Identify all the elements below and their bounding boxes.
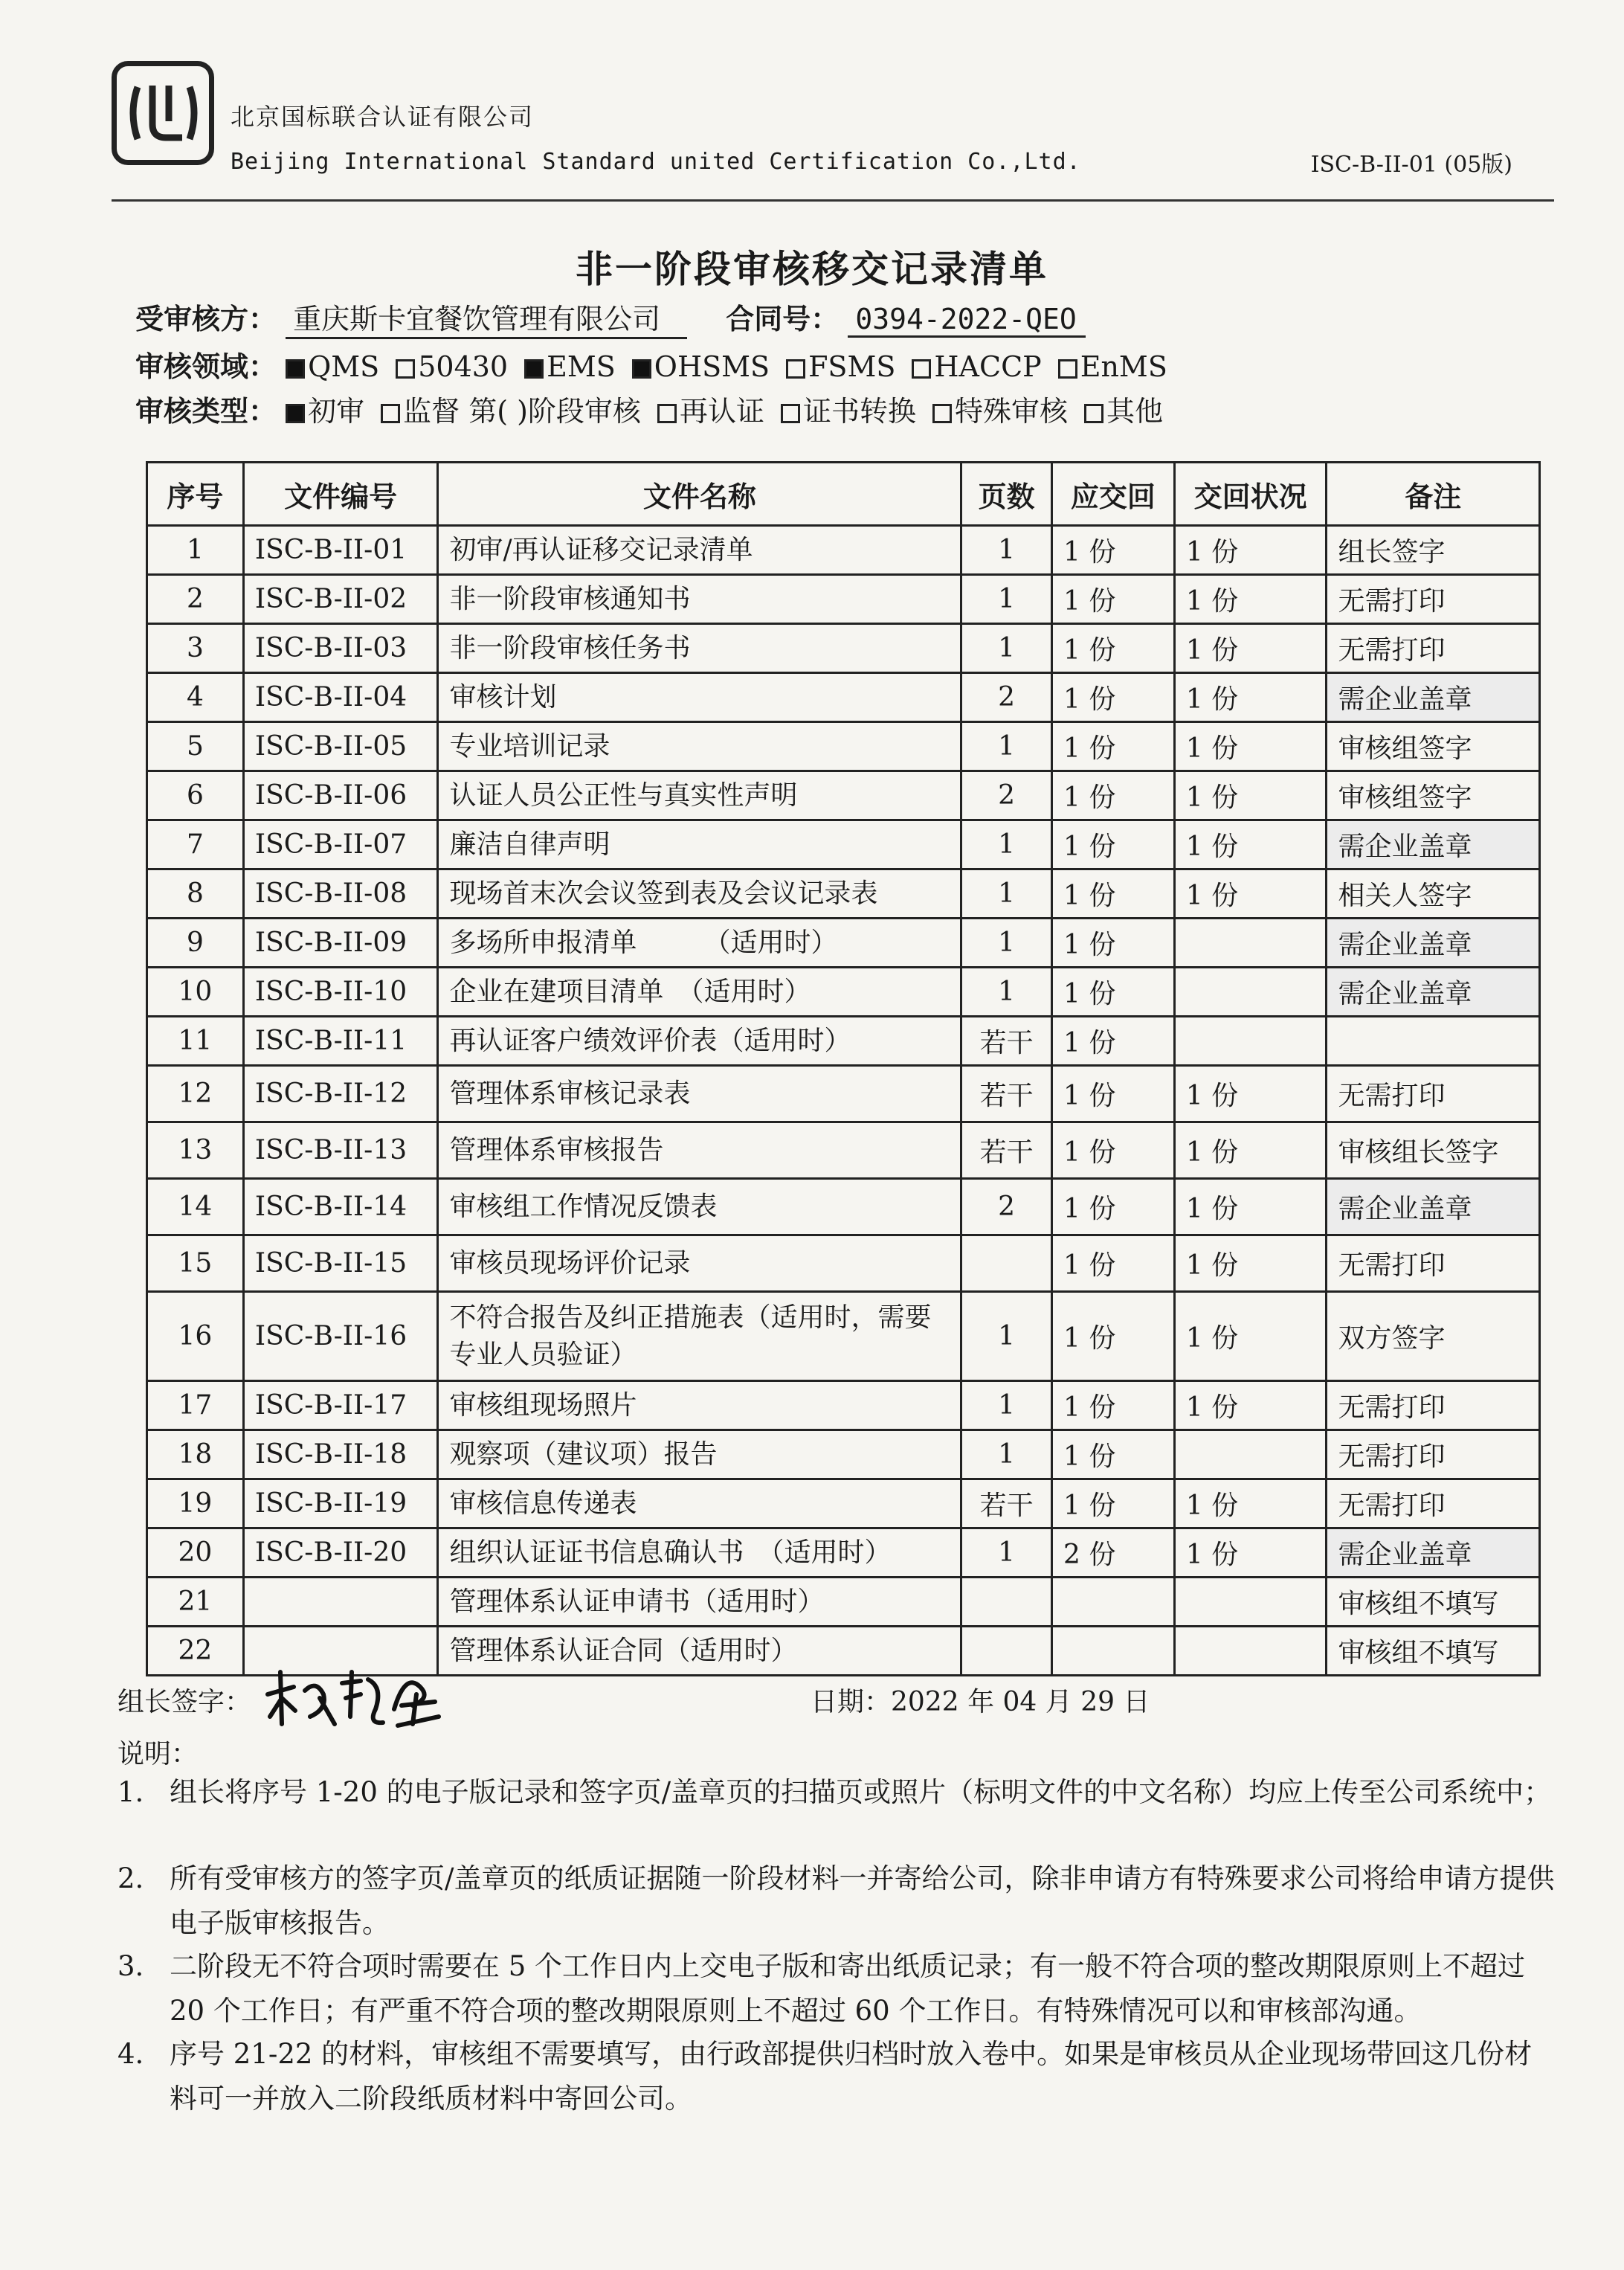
cell-returned (1174, 919, 1327, 968)
handwritten-signature (264, 1665, 442, 1734)
cell-file-name: 不符合报告及纠正措施表（适用时，需要专业人员验证） (438, 1292, 961, 1381)
note-item (117, 1770, 1556, 1815)
contract-value: 0394-2022-QEO (848, 303, 1086, 338)
cell-seq: 5 (147, 722, 244, 771)
cell-remark: 审核组长签字 (1327, 1122, 1540, 1179)
cell-returned: 1 份 (1174, 673, 1327, 722)
header-file-code: 文件编号 (243, 463, 438, 526)
unchecked-box-icon (1058, 359, 1077, 379)
cell-returned: 1 份 (1174, 1479, 1327, 1528)
cell-file-name: 非一阶段审核任务书 (438, 624, 961, 673)
auditee-value: 重庆斯卡宜餐饮管理有限公司 (286, 296, 687, 339)
cell-returned: 1 份 (1174, 624, 1327, 673)
cell-remark: 无需打印 (1327, 1066, 1540, 1122)
audit-field-option-label: QMS (308, 350, 380, 383)
cell-file-name: 非一阶段审核通知书 (438, 575, 961, 624)
unchecked-box-icon (396, 359, 415, 379)
cell-file-name: 审核员现场评价记录 (438, 1235, 961, 1292)
cell-remark: 无需打印 (1327, 624, 1540, 673)
cell-file-code: ISC-B-II-09 (243, 919, 438, 968)
date-line (811, 1681, 1150, 1719)
cell-remark: 无需打印 (1327, 1430, 1540, 1479)
audit-field-option (286, 350, 379, 383)
cell-due: 1 份 (1052, 722, 1175, 771)
checked-box-icon (286, 359, 305, 379)
cell-file-name: 认证人员公正性与真实性声明 (438, 771, 961, 820)
cell-seq: 10 (147, 968, 244, 1017)
header-returned: 交回状况 (1174, 463, 1327, 526)
cell-file-name: 审核组工作情况反馈表 (438, 1179, 961, 1235)
table-row (147, 722, 1540, 771)
cell-pages: 1 (961, 919, 1052, 968)
cell-pages: 1 (961, 1292, 1052, 1381)
unchecked-box-icon (1084, 404, 1103, 423)
cell-pages (961, 1235, 1052, 1292)
note-item (117, 1856, 1556, 1946)
cell-returned: 1 份 (1174, 1066, 1327, 1122)
header-remark: 备注 (1327, 463, 1540, 526)
cell-seq: 13 (147, 1122, 244, 1179)
cell-file-code: ISC-B-II-15 (243, 1235, 438, 1292)
cell-pages (961, 1578, 1052, 1627)
cell-seq: 12 (147, 1066, 244, 1122)
cell-file-code: ISC-B-II-04 (243, 673, 438, 722)
cell-remark: 审核组不填写 (1327, 1627, 1540, 1676)
cell-file-code: ISC-B-II-12 (243, 1066, 438, 1122)
audit-type-option-label: 证书转换 (802, 395, 916, 428)
cell-file-code: ISC-B-II-18 (243, 1430, 438, 1479)
company-name-cn: 北京国标联合认证有限公司 (231, 103, 535, 131)
cell-due: 1 份 (1052, 771, 1175, 820)
cell-remark: 组长签字 (1327, 526, 1540, 575)
table-row (147, 575, 1540, 624)
auditee-label: 受审核方： (135, 302, 277, 335)
audit-type-line (135, 388, 1179, 429)
audit-type-option (381, 395, 641, 428)
cell-due: 1 份 (1052, 1479, 1175, 1528)
cell-file-name: 企业在建项目清单 （适用时） (438, 968, 961, 1017)
cell-file-name: 管理体系审核记录表 (438, 1066, 961, 1122)
cell-file-code: ISC-B-II-20 (243, 1528, 438, 1578)
cell-returned: 1 份 (1174, 1292, 1327, 1381)
cell-due: 1 份 (1052, 1066, 1175, 1122)
table-header-row (147, 463, 1540, 526)
table-row (147, 1122, 1540, 1179)
cell-due: 1 份 (1052, 1179, 1175, 1235)
cell-file-code: ISC-B-II-05 (243, 722, 438, 771)
cell-due (1052, 1578, 1175, 1627)
cell-remark: 双方签字 (1327, 1292, 1540, 1381)
cell-due: 1 份 (1052, 968, 1175, 1017)
cell-file-code (243, 1578, 438, 1627)
cell-file-name: 管理体系认证申请书（适用时） (438, 1578, 961, 1627)
audit-field-option (786, 350, 895, 383)
cell-pages (961, 1627, 1052, 1676)
audit-field-option (632, 350, 770, 383)
cell-file-name: 审核组现场照片 (438, 1381, 961, 1430)
table-row (147, 919, 1540, 968)
audit-field-option (1058, 350, 1167, 383)
cell-due: 1 份 (1052, 869, 1175, 919)
cell-file-code: ISC-B-II-13 (243, 1122, 438, 1179)
company-name-en: Beijing International Standard united Certification Co.,Ltd. (231, 149, 1081, 175)
cell-seq: 2 (147, 575, 244, 624)
cell-file-name: 廉洁自律声明 (438, 820, 961, 869)
cell-remark: 审核组不填写 (1327, 1578, 1540, 1627)
cell-seq: 18 (147, 1430, 244, 1479)
auditee-line (135, 296, 1086, 339)
cell-file-code: ISC-B-II-10 (243, 968, 438, 1017)
table-row (147, 1066, 1540, 1122)
cell-due: 1 份 (1052, 1430, 1175, 1479)
cell-due: 1 份 (1052, 575, 1175, 624)
header-due: 应交回 (1052, 463, 1175, 526)
cell-returned: 1 份 (1174, 575, 1327, 624)
document-code: ISC-B-II-01 (05版) (1310, 152, 1512, 178)
unchecked-box-icon (381, 404, 400, 423)
cell-file-code: ISC-B-II-14 (243, 1179, 438, 1235)
audit-field-option (912, 350, 1041, 383)
audit-field-option-label: HACCP (934, 350, 1042, 383)
table-row (147, 1292, 1540, 1381)
audit-field-option-label: EMS (547, 350, 616, 383)
cell-remark: 无需打印 (1327, 1235, 1540, 1292)
cell-due: 1 份 (1052, 1381, 1175, 1430)
cell-due: 1 份 (1052, 1017, 1175, 1066)
checked-box-icon (632, 359, 651, 379)
audit-type-option-label: 其他 (1106, 395, 1163, 428)
cell-returned: 1 份 (1174, 722, 1327, 771)
cell-returned (1174, 968, 1327, 1017)
cell-file-name: 专业培训记录 (438, 722, 961, 771)
cell-pages: 1 (961, 526, 1052, 575)
cell-remark: 无需打印 (1327, 1479, 1540, 1528)
cell-pages: 1 (961, 575, 1052, 624)
cell-pages: 2 (961, 1179, 1052, 1235)
note-number: 3. (117, 1950, 144, 1982)
company-logo (112, 61, 214, 165)
cell-seq: 20 (147, 1528, 244, 1578)
cell-file-name: 观察项（建议项）报告 (438, 1430, 961, 1479)
cell-file-name: 初审/再认证移交记录清单 (438, 526, 961, 575)
header-pages: 页数 (961, 463, 1052, 526)
audit-field-label: 审核领域： (135, 350, 277, 383)
audit-field-option-label: 50430 (418, 350, 509, 383)
cell-due: 1 份 (1052, 1292, 1175, 1381)
cell-remark: 审核组签字 (1327, 771, 1540, 820)
cell-pages: 若干 (961, 1122, 1052, 1179)
cell-file-code: ISC-B-II-02 (243, 575, 438, 624)
cell-returned: 1 份 (1174, 1381, 1327, 1430)
audit-type-option (286, 395, 364, 428)
cell-file-code: ISC-B-II-06 (243, 771, 438, 820)
date-value: 2022 年 04 月 29 日 (891, 1687, 1150, 1717)
table-row (147, 526, 1540, 575)
table-row (147, 624, 1540, 673)
cell-returned: 1 份 (1174, 1235, 1327, 1292)
audit-field-option-label: OHSMS (654, 350, 770, 383)
cell-pages: 2 (961, 771, 1052, 820)
cell-file-name: 组织认证证书信息确认书 （适用时） (438, 1528, 961, 1578)
audit-type-option-label: 监督 第( )阶段审核 (403, 395, 641, 428)
cell-seq: 3 (147, 624, 244, 673)
cell-due: 1 份 (1052, 673, 1175, 722)
cell-seq: 11 (147, 1017, 244, 1066)
cell-file-name: 再认证客户绩效评价表（适用时） (438, 1017, 961, 1066)
note-text: 组长将序号 1-20 的电子版记录和签字页/盖章页的扫描页或照片（标明文件的中文名称）均应上传至公司系统中； (170, 1776, 1552, 1808)
unchecked-box-icon (786, 359, 805, 379)
cell-seq: 6 (147, 771, 244, 820)
audit-type-option (932, 395, 1068, 428)
table-row (147, 1179, 1540, 1235)
cell-remark: 相关人签字 (1327, 869, 1540, 919)
notes-title: 说明： (117, 1739, 199, 1769)
cell-seq: 4 (147, 673, 244, 722)
note-text: 二阶段无不符合项时需要在 5 个工作日内上交电子版和寄出纸质记录；有一般不符合项的整改期限原则上不超过 20 个工作日；有严重不符合项的整改期限原则上不超过 60 个工作日。有特殊情况可以和审核部沟通。 (170, 1950, 1526, 2027)
note-item (117, 1944, 1556, 2033)
cell-file-code: ISC-B-II-11 (243, 1017, 438, 1066)
table-row (147, 673, 1540, 722)
cell-returned: 1 份 (1174, 1122, 1327, 1179)
cell-returned (1174, 1017, 1327, 1066)
cell-returned: 1 份 (1174, 1528, 1327, 1578)
unchecked-box-icon (657, 404, 677, 423)
cell-file-code: ISC-B-II-17 (243, 1381, 438, 1430)
audit-type-option (1084, 395, 1163, 428)
cell-pages: 若干 (961, 1017, 1052, 1066)
cell-due: 1 份 (1052, 624, 1175, 673)
unchecked-box-icon (781, 404, 800, 423)
cell-seq: 9 (147, 919, 244, 968)
cell-remark: 审核组签字 (1327, 722, 1540, 771)
cell-remark: 需企业盖章 (1327, 673, 1540, 722)
table-row (147, 771, 1540, 820)
cell-pages: 1 (961, 968, 1052, 1017)
cell-seq: 14 (147, 1179, 244, 1235)
cell-returned (1174, 1430, 1327, 1479)
cell-pages: 1 (961, 820, 1052, 869)
unchecked-box-icon (932, 404, 952, 423)
cell-seq: 16 (147, 1292, 244, 1381)
cell-due: 1 份 (1052, 526, 1175, 575)
cell-remark: 无需打印 (1327, 575, 1540, 624)
cell-remark: 需企业盖章 (1327, 919, 1540, 968)
audit-type-option-label: 初审 (308, 395, 365, 428)
unchecked-box-icon (912, 359, 931, 379)
cell-file-code: ISC-B-II-08 (243, 869, 438, 919)
cell-due: 1 份 (1052, 1122, 1175, 1179)
cell-file-name: 现场首末次会议签到表及会议记录表 (438, 869, 961, 919)
audit-field-option-label: EnMS (1080, 350, 1167, 383)
cell-file-name: 多场所申报清单 （适用时） (438, 919, 961, 968)
table-row (147, 968, 1540, 1017)
cell-remark: 需企业盖章 (1327, 1179, 1540, 1235)
cell-file-code: ISC-B-II-19 (243, 1479, 438, 1528)
cell-remark: 无需打印 (1327, 1381, 1540, 1430)
note-number: 4. (117, 2038, 144, 2070)
contract-label: 合同号： (726, 302, 840, 335)
table-row (147, 1017, 1540, 1066)
cell-returned (1174, 1627, 1327, 1676)
cell-seq: 22 (147, 1627, 244, 1676)
cell-file-code: ISC-B-II-03 (243, 624, 438, 673)
audit-field-option (524, 350, 616, 383)
cell-returned: 1 份 (1174, 771, 1327, 820)
cell-seq: 8 (147, 869, 244, 919)
note-text: 序号 21-22 的材料，审核组不需要填写，由行政部提供归档时放入卷中。如果是审核员从企业现场带回这几份材料可一并放入二阶段纸质材料中寄回公司。 (170, 2038, 1533, 2115)
document-title: 非一阶段审核移交记录清单 (576, 247, 1048, 291)
cell-due: 2 份 (1052, 1528, 1175, 1578)
cell-remark: 需企业盖章 (1327, 968, 1540, 1017)
cell-remark: 需企业盖章 (1327, 1528, 1540, 1578)
table-row (147, 1235, 1540, 1292)
date-label: 日期： (811, 1687, 892, 1717)
cell-returned: 1 份 (1174, 820, 1327, 869)
cell-pages: 若干 (961, 1479, 1052, 1528)
table-row (147, 1528, 1540, 1578)
audit-type-options (286, 395, 1179, 428)
table-row (147, 1430, 1540, 1479)
cell-due: 1 份 (1052, 919, 1175, 968)
cell-file-name: 审核信息传递表 (438, 1479, 961, 1528)
table-row (147, 869, 1540, 919)
audit-field-line (135, 344, 1184, 385)
cell-seq: 1 (147, 526, 244, 575)
transfer-record-table (146, 461, 1541, 1676)
cell-seq: 19 (147, 1479, 244, 1528)
audit-type-option (657, 395, 764, 428)
header-seq: 序号 (147, 463, 244, 526)
cell-seq: 7 (147, 820, 244, 869)
table-row (147, 1381, 1540, 1430)
audit-field-options (286, 350, 1184, 383)
table-row (147, 1578, 1540, 1627)
cell-returned: 1 份 (1174, 526, 1327, 575)
table-row (147, 1479, 1540, 1528)
audit-type-option-label: 再认证 (679, 395, 764, 428)
cell-pages: 1 (961, 869, 1052, 919)
cell-seq: 15 (147, 1235, 244, 1292)
cell-seq: 17 (147, 1381, 244, 1430)
cell-file-code: ISC-B-II-16 (243, 1292, 438, 1381)
audit-type-option (781, 395, 916, 428)
cell-due: 1 份 (1052, 1235, 1175, 1292)
cell-file-name: 管理体系认证合同（适用时） (438, 1627, 961, 1676)
note-number: 1. (117, 1776, 144, 1808)
cell-pages: 2 (961, 673, 1052, 722)
cell-remark (1327, 1017, 1540, 1066)
leader-signature-label: 组长签字： (117, 1687, 252, 1717)
audit-type-label: 审核类型： (135, 394, 277, 428)
cell-pages: 1 (961, 1430, 1052, 1479)
note-item (117, 2032, 1556, 2121)
cell-returned: 1 份 (1174, 869, 1327, 919)
table-row (147, 820, 1540, 869)
cell-pages: 1 (961, 722, 1052, 771)
checked-box-icon (524, 359, 544, 379)
audit-field-option-label: FSMS (808, 350, 896, 383)
cell-pages: 1 (961, 624, 1052, 673)
cell-pages: 1 (961, 1381, 1052, 1430)
cell-returned (1174, 1578, 1327, 1627)
cell-seq: 21 (147, 1578, 244, 1627)
cell-file-name: 审核计划 (438, 673, 961, 722)
audit-type-option-label: 特殊审核 (954, 395, 1068, 428)
audit-field-option (396, 350, 508, 383)
note-text: 所有受审核方的签字页/盖章页的纸质证据随一阶段材料一并寄给公司，除非申请方有特殊要求公司将给申请方提供电子版审核报告。 (170, 1862, 1555, 1939)
cell-due (1052, 1627, 1175, 1676)
cell-file-name: 管理体系审核报告 (438, 1122, 961, 1179)
header-file-name: 文件名称 (438, 463, 961, 526)
cell-file-code: ISC-B-II-07 (243, 820, 438, 869)
cell-file-code: ISC-B-II-01 (243, 526, 438, 575)
cell-due: 1 份 (1052, 820, 1175, 869)
header-divider (112, 199, 1554, 202)
cell-returned: 1 份 (1174, 1179, 1327, 1235)
cell-pages: 若干 (961, 1066, 1052, 1122)
cell-remark: 需企业盖章 (1327, 820, 1540, 869)
note-number: 2. (117, 1862, 144, 1894)
cell-pages: 1 (961, 1528, 1052, 1578)
checked-box-icon (286, 404, 305, 423)
